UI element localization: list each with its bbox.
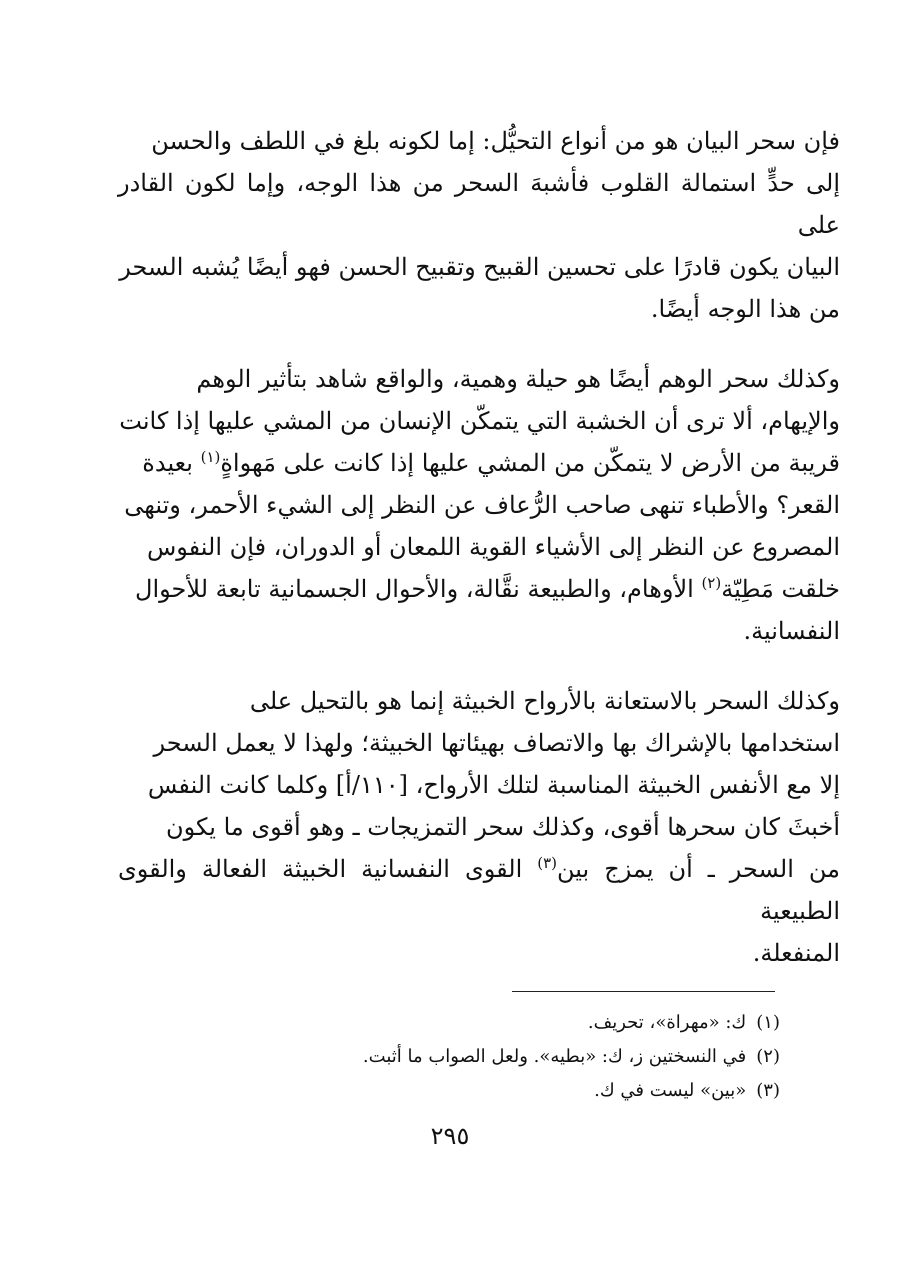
text-line [118, 568, 840, 610]
footnotes [118, 1006, 780, 1108]
text-line: النفسانية. [743, 617, 840, 645]
text-line [118, 442, 840, 484]
page-number: ٢٩٥ [430, 1122, 470, 1150]
text-line [118, 848, 840, 932]
paragraph-2 [118, 358, 840, 652]
text-line: أخبثَ كان سحرها أقوى، وكذلك سحر التمزيجات ـ وهو أقوى ما يكون [165, 813, 840, 841]
text-line: إلا مع الأنفس الخبيثة المناسبة لتلك الأرواح، [١١٠/أ] وكلما كانت النفس [147, 771, 840, 799]
footnote-divider [512, 991, 775, 992]
text-segment: قريبة من الأرض لا يتمكّن من المشي عليها إذا كانت على مَهواةٍ [220, 449, 840, 477]
text-line: البيان يكون قادرًا على تحسين القبيح وتقبيح الحسن فهو أيضًا يُشبه السحر [119, 253, 840, 281]
text-segment: القوى النفسانية الخبيثة الفعالة والقوى الطبيعية [118, 855, 840, 925]
text-segment: الأوهام، والطبيعة نقَّالة، والأحوال الجسمانية تابعة للأحوال [135, 575, 702, 603]
text-line: وكذلك السحر بالاستعانة بالأرواح الخبيثة إنما هو بالتحيل على [249, 687, 840, 715]
text-line: والإيهام، ألا ترى أن الخشبة التي يتمكّن الإنسان من المشي عليها إذا كانت [119, 407, 840, 435]
footnote-number: (١) [756, 1012, 780, 1033]
footnote-3 [118, 1074, 780, 1108]
text-line: إلى حدٍّ استمالة القلوب فأشبهَ السحر من هذا الوجه، وإما لكون القادر على [118, 169, 840, 239]
footnote-number: (٢) [756, 1046, 780, 1067]
footnote-ref-2[interactable]: (٢) [701, 574, 722, 592]
footnote-text: «بين» ليست في ك. [594, 1080, 747, 1101]
footnote-ref-3[interactable]: (٣) [537, 854, 558, 872]
footnote-text: في النسختين ز، ك: «بطيه». ولعل الصواب ما أثبت. [362, 1046, 747, 1067]
paragraph-3 [118, 680, 840, 974]
text-segment: بعيدة [142, 449, 201, 477]
text-line: المصروع عن النظر إلى الأشياء القوية اللمعان أو الدوران، فإن النفوس [146, 533, 840, 561]
footnote-number: (٣) [756, 1080, 780, 1101]
text-line: فإن سحر البيان هو من أنواع التحيُّل: إما لكونه بلغ في اللطف والحسن [151, 127, 840, 155]
footnote-text: ك: «مهراة»، تحريف. [587, 1012, 747, 1033]
text-line: من هذا الوجه أيضًا. [650, 295, 840, 323]
text-segment: من السحر ـ أن يمزج بين [557, 855, 840, 883]
footnote-ref-1[interactable]: (١) [200, 448, 221, 466]
text-segment: خلقت مَطِيّة [721, 575, 840, 603]
text-line: استخدامها بالإشراك بها والاتصاف بهيئاتها الخبيثة؛ ولهذا لا يعمل السحر [153, 729, 840, 757]
footnote-1 [118, 1006, 780, 1040]
main-text [118, 120, 840, 1002]
text-line: وكذلك سحر الوهم أيضًا هو حيلة وهمية، والواقع شاهد بتأثير الوهم [196, 365, 840, 393]
text-line: القعر؟ والأطباء تنهى صاحب الرُّعاف عن النظر إلى الشيء الأحمر، وتنهى [124, 491, 840, 519]
text-line: المنفعلة. [752, 939, 840, 967]
footnote-2 [118, 1040, 780, 1074]
paragraph-1 [118, 120, 840, 330]
